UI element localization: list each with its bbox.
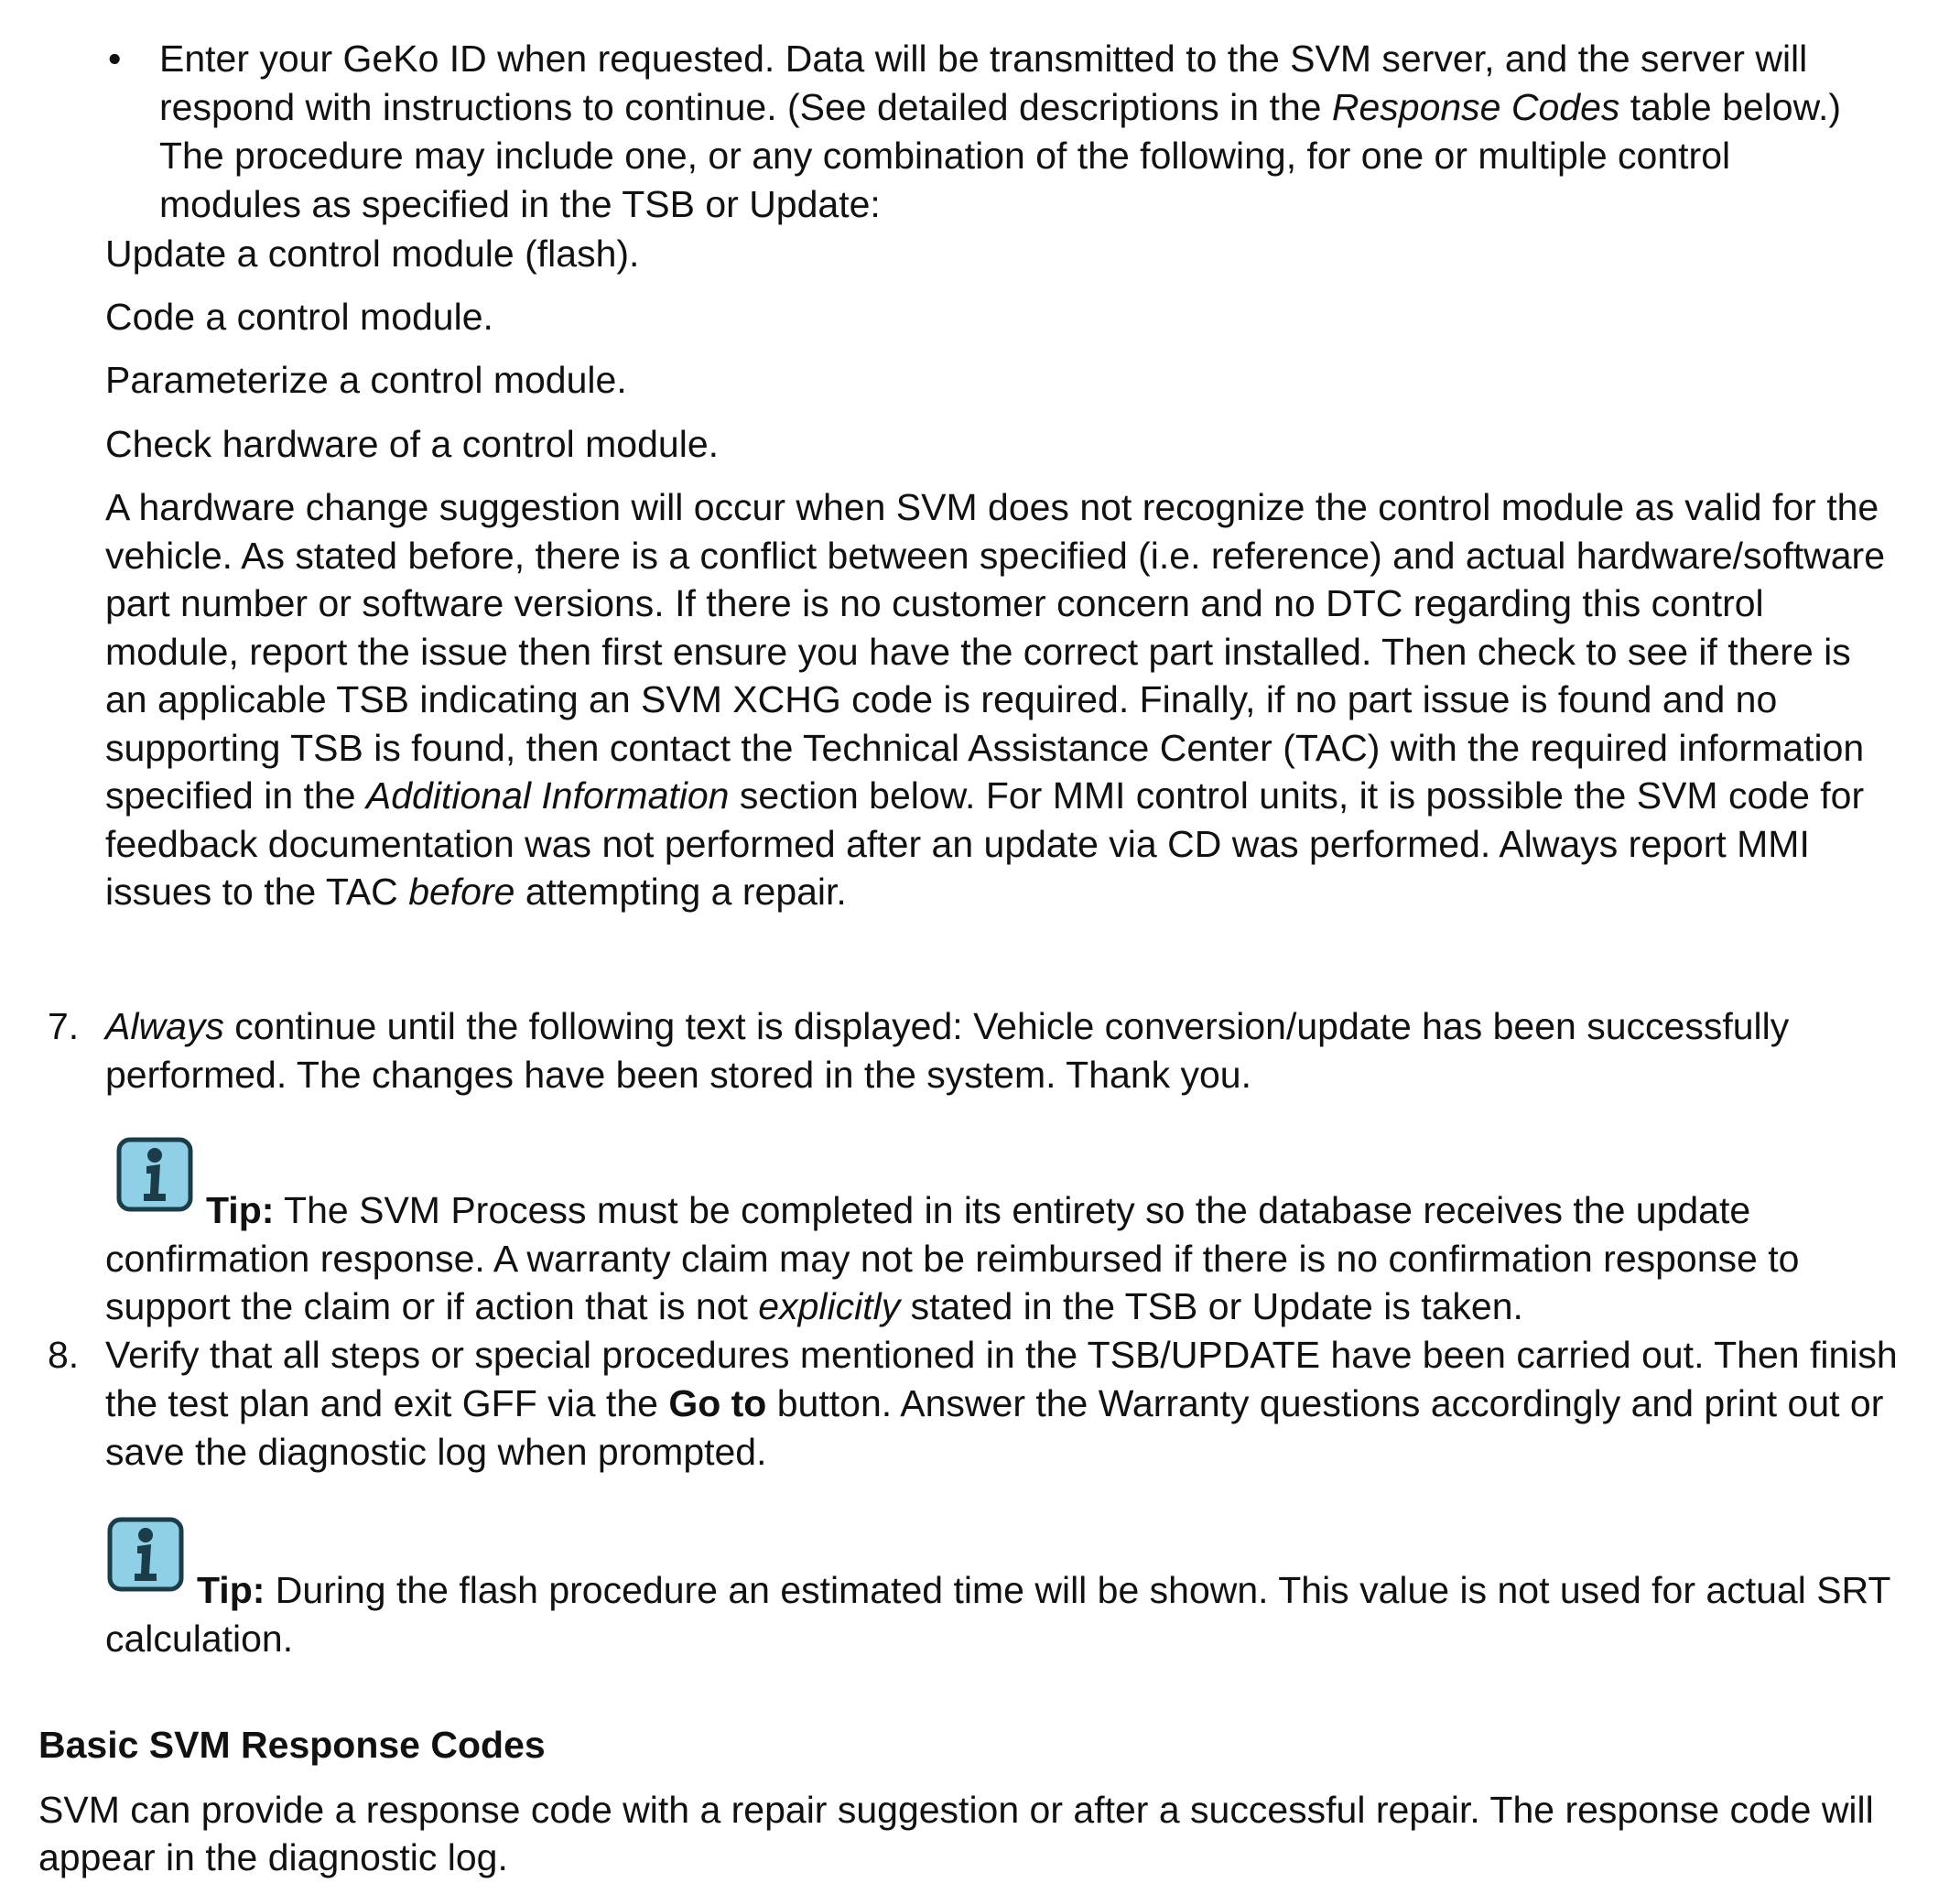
procedure-option-flash: Update a control module (flash). (105, 233, 640, 275)
hardware-change-paragraph: A hardware change suggestion will occur when SVM does not recognize the control module as valid for the vehicle. As stated before, there is a conflict between specified (i.e. reference) and actual hardware/software part number or software versions. If there is no customer concern and no DTC regarding this control module, report the issue then first ensure you have the correct part installed. Then check to see if there is an applicable TSB indicating an SVM XCHG code is required. Finally, if no part issue is found and no supporting TSB is found, then contact the Technical Assistance Center (TAC) with the required information specified in the Additional Information section below. For MMI control units, it is possible the SVM code for feedback documentation was not performed after an update via CD was performed. Always report MMI issues to the TAC before attempting a repair. (105, 486, 1885, 913)
procedure-option-parameterize: Parameterize a control module. (105, 359, 627, 401)
section-paragraph: SVM can provide a response code with a repair suggestion or after a successful repair. The response code will appear in the diagnostic log. (38, 1789, 1874, 1878)
step-number: 8. (48, 1334, 80, 1376)
bullet-item-geko (57, 35, 1851, 229)
tip-label: Tip: (197, 1569, 265, 1611)
info-icon (116, 1137, 193, 1214)
step-7 (48, 1002, 1906, 1099)
procedure-option-check-hardware: Check hardware of a control module. (105, 423, 720, 465)
step-8 (48, 1331, 1906, 1477)
tip-flash-time: Tip: During the flash procedure an estimated time will be shown. This value is not used for actual SRT calculation. (105, 1533, 1900, 1662)
tip-process-completion: Tip: The SVM Process must be completed in its entirety so the database receives the update confirmation response. A warranty claim may not be reimbursed if there is no confirmation response to support the claim or if action that is not explicitly stated in the TSB or Update is taken. (105, 1153, 1900, 1331)
step-number: 7. (48, 1005, 80, 1047)
bullet-marker: • (108, 38, 122, 80)
bullet-text: Enter your GeKo ID when requested. Data will be transmitted to the SVM server, and the server will respond with instructions to continue. (See detailed descriptions in the Response Codes table below.) The procedure may include one, or any combination of the following, for one or multiple control modules as specified in the TSB or Update: (159, 38, 1841, 225)
step-7-text: Always continue until the following text is displayed: Vehicle conversion/update has been successfully performed. The changes have been stored in the system. Thank you. (105, 1005, 1790, 1096)
procedure-option-code: Code a control module. (105, 296, 493, 338)
step-8-text: Verify that all steps or special procedures mentioned in the TSB/UPDATE have been carried out. Then finish the test plan and exit GFF via the Go to button. Answer the Warranty questions accordingly and print out or save the diagnostic log when prompted. (105, 1334, 1898, 1473)
section-heading: Basic SVM Response Codes (38, 1724, 546, 1766)
tip-label: Tip: (206, 1189, 275, 1231)
info-icon (107, 1517, 184, 1594)
